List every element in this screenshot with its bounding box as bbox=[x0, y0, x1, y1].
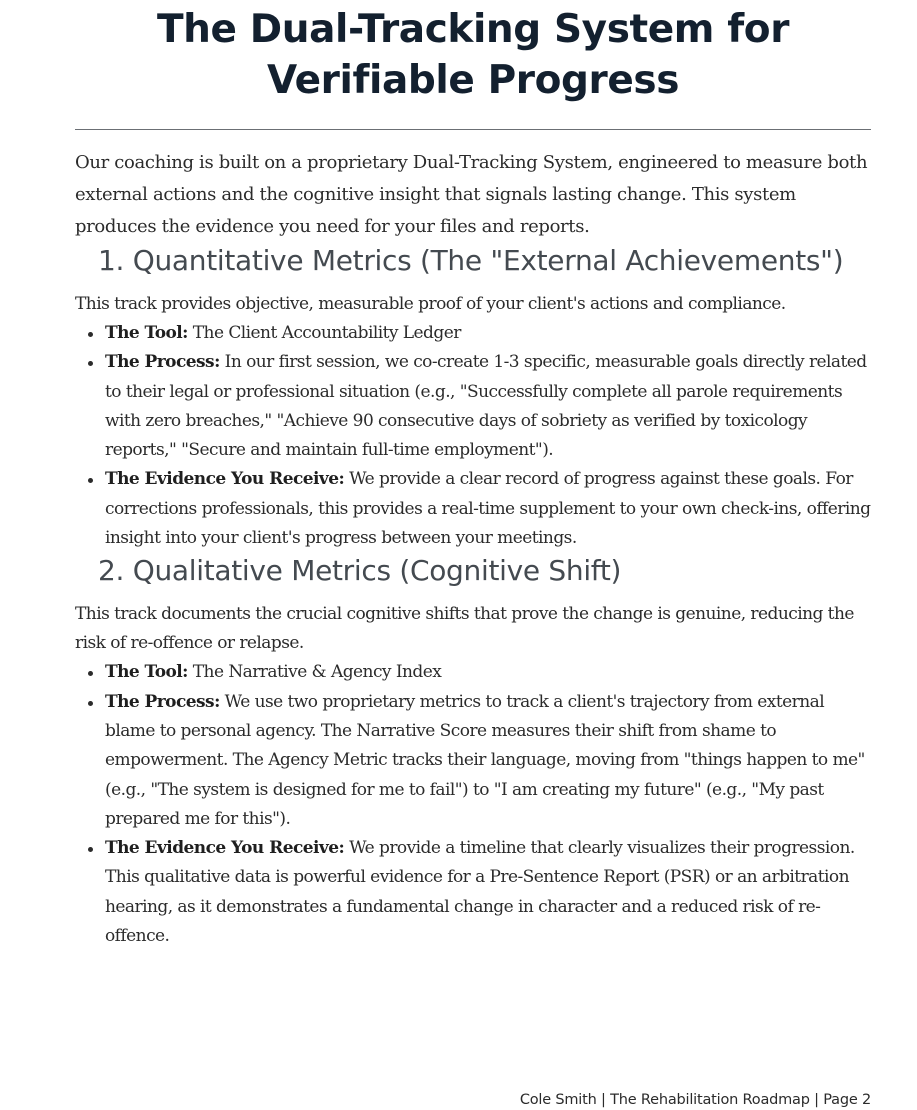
list-item-process bbox=[105, 688, 871, 834]
list-item-text: The Client Accountability Ledger bbox=[192, 323, 461, 343]
list-item-tool bbox=[105, 658, 871, 687]
page-title-line-2: Verifiable Progress bbox=[266, 58, 680, 103]
list-item-label: The Evidence You Receive: bbox=[105, 838, 345, 859]
page-footer: Cole Smith | The Rehabilitation Roadmap | Page 2 bbox=[519, 1092, 871, 1108]
list-item-text: We use two proprietary metrics to track a client's trajectory from external blame to personal agency. The Narrative Score measures their shift from shame to empowerment. The Agency Metric tracks their language, moving from "things happen to me" (e.g., "The system is designed for me to fail") to "I am creating my future" (e.g., "My past prepared me for this"). bbox=[105, 691, 865, 829]
list-item-text: We provide a timeline that clearly visualizes their progression. This qualitative data is powerful evidence for a Pre-Sentence Report (PSR) or an arbitration hearing, as it demonstrates a fundamental change in character and a reduced risk of re-offence. bbox=[105, 838, 855, 947]
document-page bbox=[75, 0, 871, 951]
section-heading-qualitative: 2. Qualitative Metrics (Cognitive Shift) bbox=[98, 554, 622, 588]
page-title-line-1: The Dual-Tracking System for bbox=[156, 7, 790, 52]
list-item-text: We provide a clear record of progress against these goals. For corrections professionals, this provides a real-time supplement to your own check-ins, offering insight into your client's progress between your meetings. bbox=[105, 469, 871, 549]
qualitative-metrics-section bbox=[75, 553, 871, 951]
quantitative-metrics-section bbox=[75, 243, 871, 553]
list-item-process bbox=[105, 348, 871, 465]
section-heading-quantitative: 1. Quantitative Metrics (The "External Achievements") bbox=[98, 244, 844, 277]
qualitative-bullet-list bbox=[75, 658, 871, 951]
section-lead-qualitative: This track documents the crucial cognitive shifts that prove the change is genuine, reducing the risk of re-offence or relapse. bbox=[75, 604, 854, 654]
list-item-evidence bbox=[105, 834, 871, 951]
section-lead-quantitative: This track provides objective, measurable proof of your client's actions and compliance. bbox=[75, 294, 786, 314]
title-divider bbox=[75, 129, 871, 130]
list-item-tool bbox=[105, 319, 871, 348]
page-title bbox=[75, 4, 871, 106]
list-item-text: In our first session, we co-create 1-3 specific, measurable goals directly related to their legal or professional situation (e.g., "Successfully complete all parole requirements with zero breaches," "Achieve 90 consecutive days of sobriety as verified by toxicology reports," "Secure and maintain full-time employment"). bbox=[105, 352, 867, 461]
list-item-label: The Process: bbox=[105, 691, 220, 712]
intro-paragraph: Our coaching is built on a proprietary Dual-Tracking System, engineered to measure both external actions and the cognitive insight that signals lasting change. This system produces the evidence you need for your files and reports. bbox=[75, 152, 868, 237]
list-item-text: The Narrative & Agency Index bbox=[192, 662, 442, 683]
list-item-label: The Process: bbox=[105, 352, 220, 373]
list-item-label: The Tool: bbox=[105, 323, 188, 343]
list-item-label: The Evidence You Receive: bbox=[105, 469, 345, 490]
list-item-label: The Tool: bbox=[105, 662, 188, 683]
list-item-evidence bbox=[105, 465, 871, 553]
quantitative-bullet-list bbox=[75, 319, 871, 553]
